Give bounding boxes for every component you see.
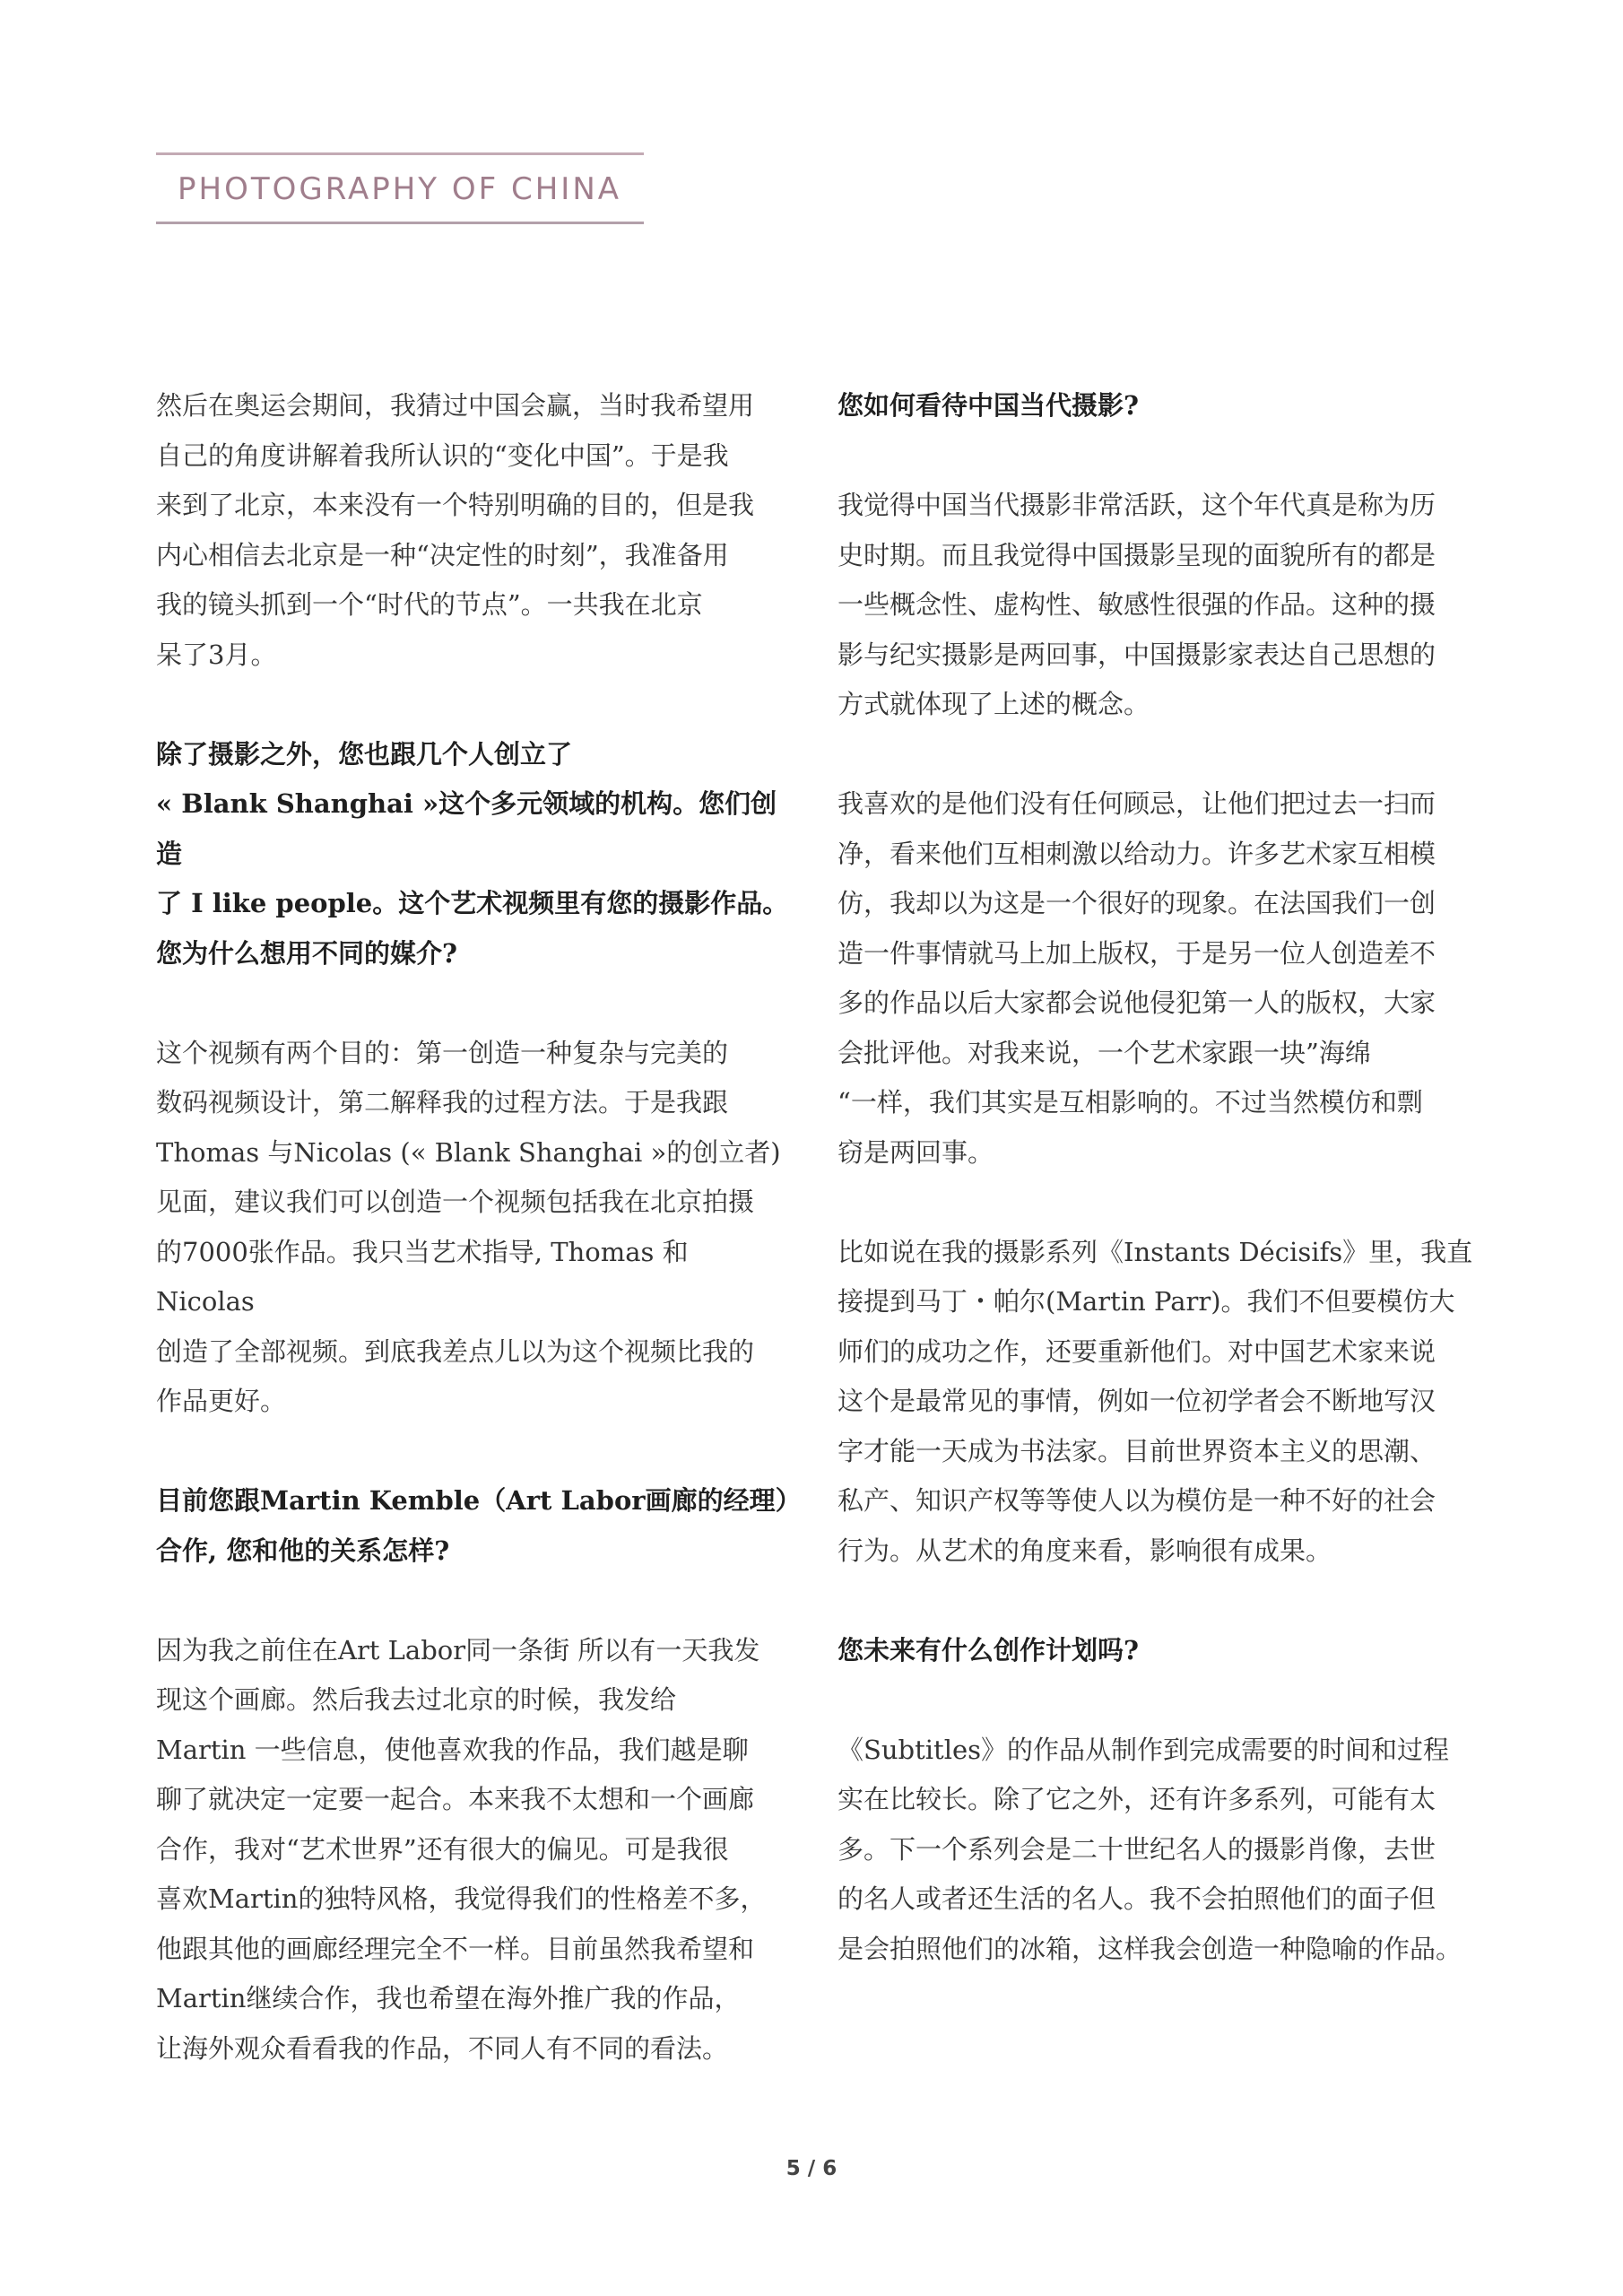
- paragraph-imitation: 我喜欢的是他们没有任何顾忌，让他们把过去一扫而 净，看来他们互相刺激以给动力。许多艺术家互相模 仿，我却以为这是一个很好的现象。在法国我们一创 造一件事情就马上加上版权，于是另一位人创造差不 多的作品以后大家都会说他侵犯第一人的版权，大家 会批评他。对我来说，一个艺术家跟一块”海绵 “一样，我们其实是互相影响的。不过当然模仿和剽 窃是两回事。: [838, 788, 1436, 1168]
- question-blank-shanghai: 除了摄影之外，您也跟几个人创立了 « Blank Shanghai »这个多元领域的机构。您们创造 了 I like people。这个艺术视频里有您的摄影作品。 您为什么想用不同的媒介?: [156, 738, 789, 969]
- page-number: 5 / 6: [785, 2157, 838, 2180]
- left-column: [156, 381, 802, 2074]
- header-rule-bottom: [156, 222, 644, 224]
- paragraph-olympics: 然后在奥运会期间，我猜过中国会赢，当时我希望用 自己的角度讲解着我所认识的“变化中国”。于是我 来到了北京，本来没有一个特别明确的目的，但是我 内心相信去北京是一种“决定性的时刻”，我准备用 我的镜头抓到一个“时代的节点”。一共我在北京 呆了3月。: [156, 390, 755, 670]
- paragraph-subtitles: 《Subtitles》的作品从制作到完成需要的时间和过程 实在比较长。除了它之外，还有许多系列，可能有太 多。下一个系列会是二十世纪名人的摄影肖像，去世 的名人或者还生活的名人。我不会拍照他们的面子但 是会拍照他们的冰箱，这样我会创造一种隐喻的作品。: [838, 1734, 1462, 1964]
- brand-title: PHOTOGRAPHY OF CHINA: [178, 171, 622, 207]
- paragraph-instants-decisifs: 比如说在我的摄影系列《Instants Décisifs》里，我直 接提到马丁・帕尔(Martin Parr)。我们不但要模仿大 师们的成功之作，还要重新他们。对中国艺术家来说 这个是最常见的事情，例如一位初学者会不断地写汉 字才能一天成为书法家。目前世界资本主义的思潮、 私产、知识产权等等使人以为模仿是一种不好的社会 行为。从艺术的角度来看，影响很有成果。: [838, 1236, 1473, 1566]
- paragraph-contemporary: 我觉得中国当代摄影非常活跃，这个年代真是称为历 史时期。而且我觉得中国摄影呈现的面貌所有的都是 一些概念性、虚构性、敏感性很强的作品。这种的摄 影与纪实摄影是两回事，中国摄影家表达自己思想的 方式就体现了上述的概念。: [838, 490, 1436, 719]
- paragraph-video: 这个视频有两个目的：第一创造一种复杂与完美的 数码视频设计，第二解释我的过程方法。于是我跟 Thomas 与Nicolas (« Blank Shanghai »的创立者) 见面，建议我们可以创造一个视频包括我在北京拍摄 的7000张作品。我只当艺术指导, Thomas 和 Nicolas 创造了全部视频。到底我差点儿以为这个视频比我的 作品更好。: [156, 1037, 781, 1416]
- header-brand: [156, 152, 644, 224]
- question-contemporary-photography: 您如何看待中国当代摄影?: [838, 390, 1139, 421]
- paragraph-art-labor: 因为我之前住在Art Labor同一条街 所以有一天我发 现这个画廊。然后我去过北京的时候，我发给 Martin 一些信息，使他喜欢我的作品，我们越是聊 聊了就决定一定要一起合。本来我不太想和一个画廊 合作，我对“艺术世界”还有很大的偏见。可是我很 喜欢Martin的独特风格，我觉得我们的性格差不多， 他跟其他的画廊经理完全不一样。目前虽然我希望和 Martin继续合作，我也希望在海外推广我的作品， 让海外观众看看我的作品，不同人有不同的看法。: [156, 1634, 767, 2064]
- question-future-plans: 您未来有什么创作计划吗?: [838, 1634, 1139, 1665]
- right-column: [838, 381, 1481, 1974]
- question-martin-kemble: 目前您跟Martin Kemble（Art Labor画廊的经理） 合作, 您和他的关系怎样?: [156, 1485, 802, 1566]
